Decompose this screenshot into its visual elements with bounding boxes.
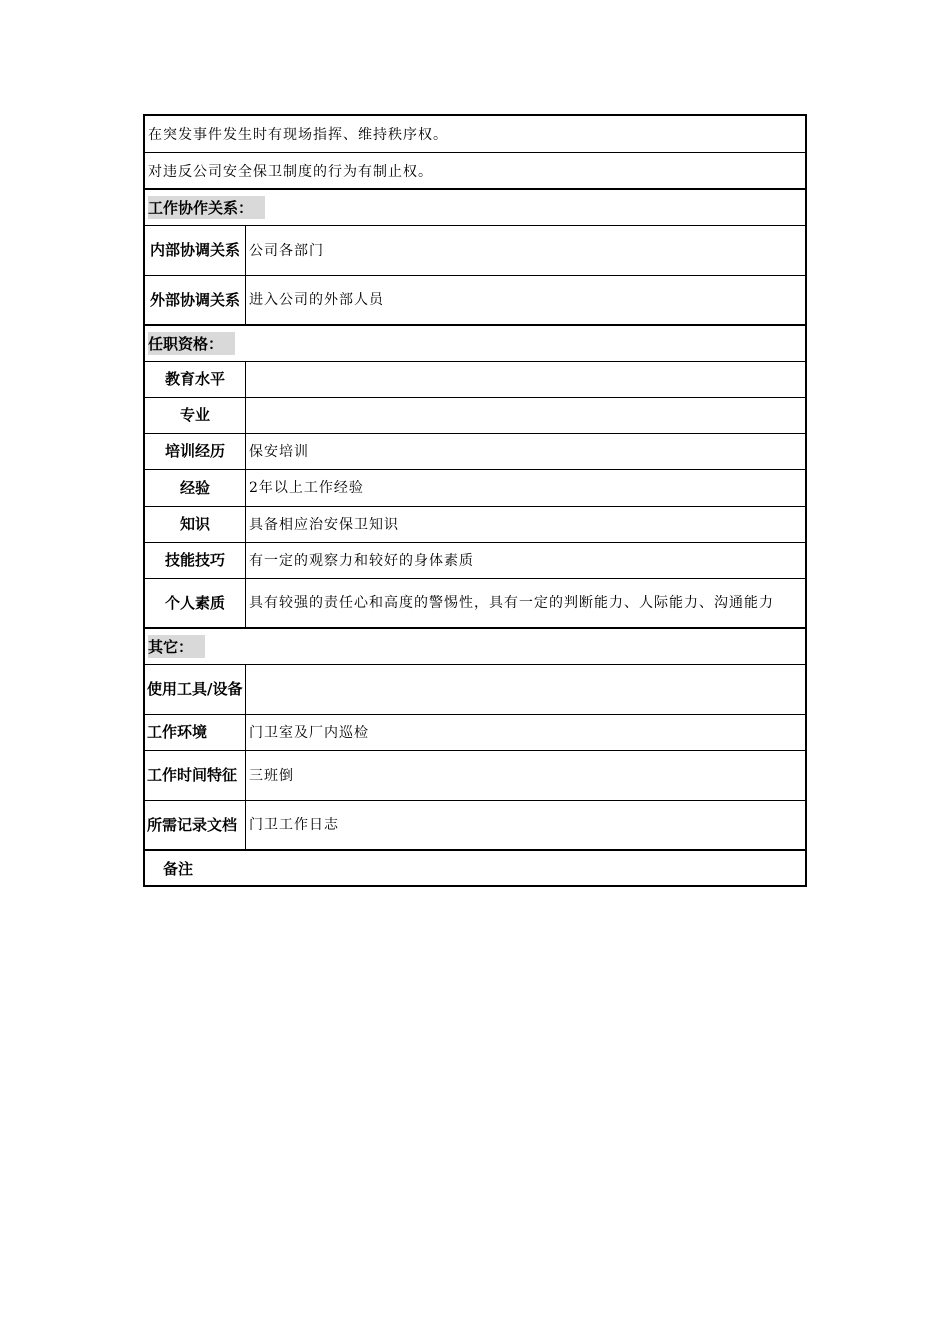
personal-quality-label: 个人素质 [145,579,246,627]
other-row-work-time [145,751,805,801]
work-time-label: 工作时间特征 [145,751,246,800]
cooperation-section-header [145,190,805,226]
qualifications-heading: 任职资格： [148,332,235,355]
external-coordination-value: 进入公司的外部人员 [249,292,384,308]
major-value [246,398,805,433]
education-label: 教育水平 [145,362,246,397]
training-value: 保安培训 [249,443,309,460]
environment-label: 工作环境 [145,715,246,750]
environment-value: 门卫室及厂内巡检 [249,724,369,741]
cooperation-heading: 工作协作关系： [148,196,265,219]
qualification-row-personal [145,579,805,629]
qualification-row-education [145,362,805,398]
records-value: 门卫工作日志 [249,817,339,833]
remarks-row [145,851,805,885]
qualification-row-knowledge [145,507,805,543]
personal-quality-value: 具有较强的责任心和高度的警惕性，具有一定的判断能力、人际能力、沟通能力 [249,595,774,611]
cooperation-row-internal [145,226,805,276]
tools-value [246,665,805,714]
qualification-row-experience [145,470,805,507]
knowledge-value: 具备相应治安保卫知识 [249,516,399,533]
qualifications-section-header [145,326,805,362]
qualification-row-training [145,434,805,470]
authority-text-1: 在突发事件发生时有现场指挥、维持秩序权。 [148,127,448,143]
other-row-tools [145,665,805,715]
external-coordination-label: 外部协调关系 [145,276,246,324]
other-row-records [145,801,805,851]
internal-coordination-label: 内部协调关系 [145,226,246,275]
records-label: 所需记录文档 [145,801,246,849]
authority-row-1 [145,116,805,153]
qualification-row-major [145,398,805,434]
other-section-header [145,629,805,665]
authority-row-2 [145,153,805,190]
authority-text-2: 对违反公司安全保卫制度的行为有制止权。 [148,163,433,180]
work-time-value: 三班倒 [249,767,294,784]
experience-value: 2年以上工作经验 [249,480,364,496]
education-value [246,362,805,397]
experience-label: 经验 [145,470,246,506]
other-row-environment [145,715,805,751]
tools-label: 使用工具/设备 [145,665,246,714]
other-heading: 其它： [148,635,205,658]
skills-value: 有一定的观察力和较好的身体素质 [249,552,474,569]
cooperation-row-external [145,276,805,326]
internal-coordination-value: 公司各部门 [249,242,324,259]
knowledge-label: 知识 [145,507,246,542]
qualification-row-skills [145,543,805,579]
job-description-table [143,114,807,887]
skills-label: 技能技巧 [145,543,246,578]
training-label: 培训经历 [145,434,246,469]
major-label: 专业 [145,398,246,433]
remarks-label: 备注 [163,859,194,878]
